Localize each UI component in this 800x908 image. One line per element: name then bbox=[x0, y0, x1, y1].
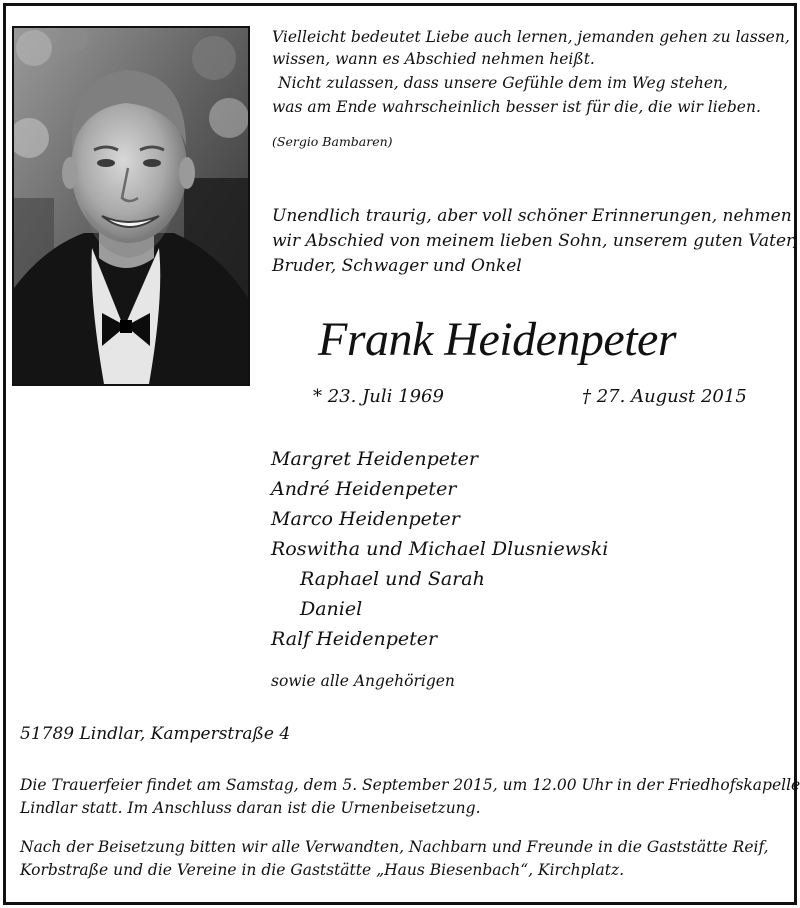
quote-author: (Sergio Bambaren) bbox=[272, 134, 393, 149]
address: 51789 Lindlar, Kamperstraße 4 bbox=[20, 724, 291, 744]
reception-info-line: Korbstraße und die Vereine in die Gaststätte „Haus Biesenbach“, Kirchplatz. bbox=[20, 861, 625, 879]
quote-line: was am Ende wahrscheinlich besser ist für die, die wir lieben. bbox=[272, 98, 761, 116]
quote-line: wissen, wann es Abschied nehmen heißt. bbox=[272, 50, 595, 68]
birth-date: * 23. Juli 1969 bbox=[313, 386, 444, 407]
mourner-name: Marco Heidenpeter bbox=[271, 508, 460, 530]
portrait-photo bbox=[12, 26, 250, 386]
quote-line: Nicht zulassen, dass unsere Gefühle dem im Weg stehen, bbox=[278, 74, 728, 92]
mourner-name: Daniel bbox=[300, 598, 363, 620]
intro-line: Unendlich traurig, aber voll schöner Erinnerungen, nehmen bbox=[272, 206, 792, 226]
mourners-closing: sowie alle Angehörigen bbox=[271, 672, 455, 690]
mourner-name: Roswitha und Michael Dlusniewski bbox=[271, 538, 609, 560]
mourner-name: Ralf Heidenpeter bbox=[271, 628, 438, 650]
mourner-name: Raphael und Sarah bbox=[300, 568, 485, 590]
intro-line: wir Abschied von meinem lieben Sohn, unserem guten Vater, bbox=[272, 231, 798, 251]
mourner-name: André Heidenpeter bbox=[271, 478, 457, 500]
service-info-line: Die Trauerfeier findet am Samstag, dem 5. September 2015, um 12.00 Uhr in der Friedhofskapelle bbox=[20, 776, 800, 794]
intro-line: Bruder, Schwager und Onkel bbox=[272, 256, 522, 276]
mourner-name: Margret Heidenpeter bbox=[271, 448, 478, 470]
quote-line: Vielleicht bedeutet Liebe auch lernen, jemanden gehen zu lassen, bbox=[272, 28, 790, 46]
service-info-line: Lindlar statt. Im Anschluss daran ist die Urnenbeisetzung. bbox=[20, 799, 481, 817]
reception-info-line: Nach der Beisetzung bitten wir alle Verwandten, Nachbarn und Freunde in die Gaststätte Reif, bbox=[20, 838, 769, 856]
death-date: † 27. August 2015 bbox=[582, 386, 747, 407]
deceased-name: Frank Heidenpeter bbox=[318, 313, 677, 366]
